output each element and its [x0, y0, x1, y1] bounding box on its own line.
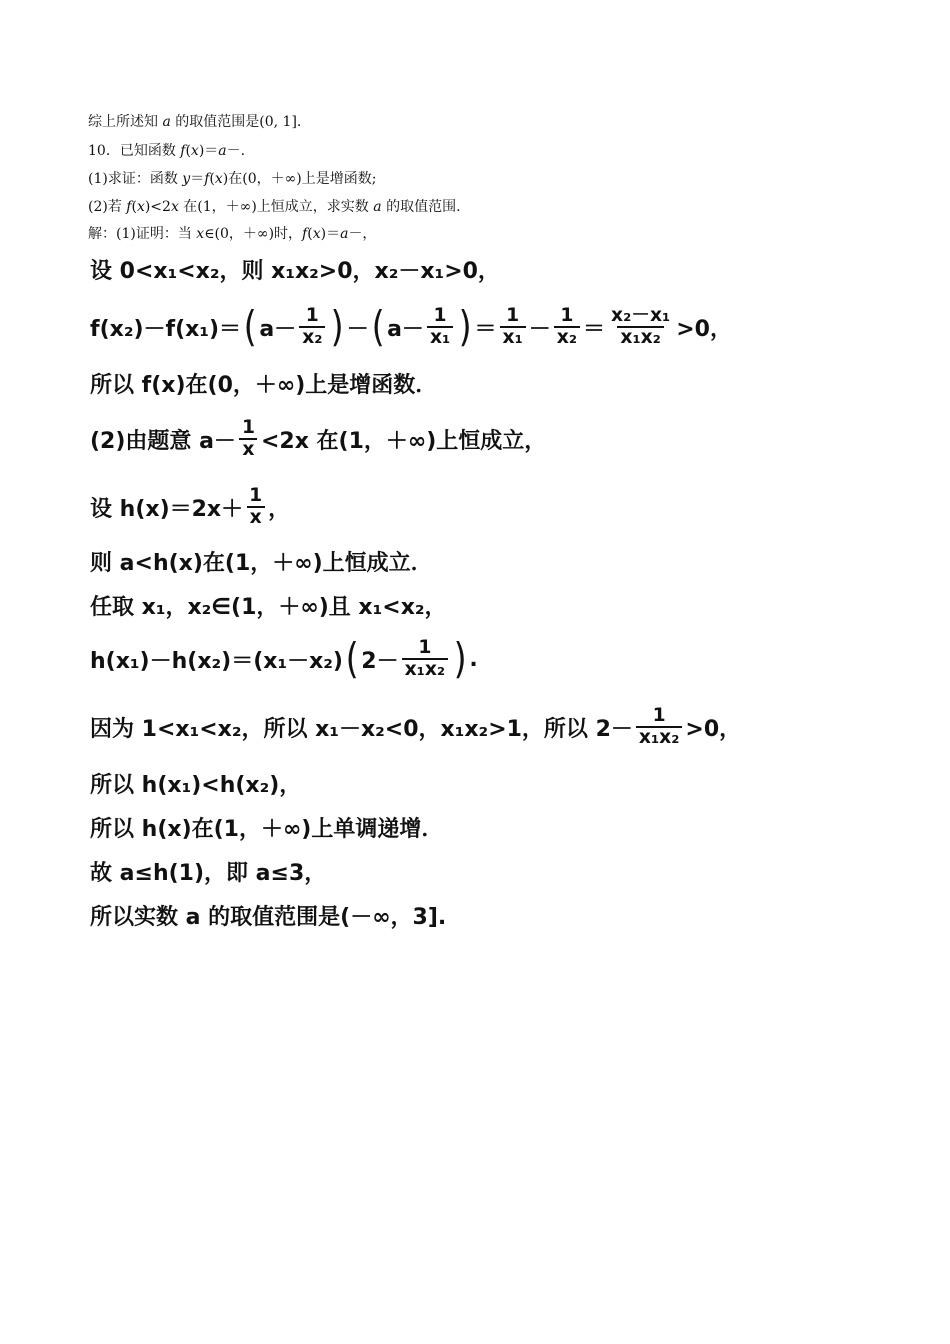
- fraction: [299, 306, 325, 347]
- numerator: 1: [433, 305, 447, 327]
- text-segment: )＝: [320, 226, 341, 242]
- math-text: －: [346, 316, 369, 342]
- math-text: 设 h(x)＝2x＋: [90, 496, 244, 522]
- math-line-8: [90, 630, 478, 688]
- text-segment: )<2: [144, 199, 171, 215]
- conclusion-line: [88, 112, 301, 132]
- text-segment: 综上所述知: [88, 114, 163, 130]
- variable: y: [182, 171, 191, 187]
- numerator: 1: [652, 705, 666, 727]
- math-text: >0，: [676, 316, 732, 342]
- denominator: x₁: [500, 326, 526, 348]
- math-text: －: [528, 316, 551, 342]
- numerator: x₂－x₁: [611, 305, 671, 327]
- text-segment: (: [209, 171, 215, 187]
- math-text: 2－: [361, 648, 399, 674]
- text-segment: 在(1，＋∞)上恒成立，求实数: [178, 199, 374, 215]
- math-text: a－: [387, 316, 424, 342]
- math-text: a－: [259, 316, 297, 342]
- fraction: [500, 306, 526, 347]
- left-paren: (: [371, 302, 385, 352]
- problem-10-part-2: [88, 197, 461, 217]
- denominator: x₁x₂: [402, 658, 448, 680]
- math-text: ＝: [474, 316, 497, 342]
- text-segment: 解：(1)证明：当: [88, 226, 197, 242]
- variable: a: [373, 199, 382, 215]
- denominator: x₁: [427, 326, 453, 348]
- text-segment: )＝: [198, 143, 219, 159]
- numerator: 1: [241, 417, 255, 439]
- text-segment: －.: [226, 143, 246, 159]
- fraction: [554, 306, 580, 347]
- numerator: 1: [305, 305, 319, 327]
- text-segment: ＝: [190, 171, 205, 187]
- text-segment: (2)若: [88, 199, 127, 215]
- fraction: [608, 306, 673, 347]
- fraction: [427, 306, 453, 347]
- math-text: 任取 x₁，x₂∈(1，＋∞)且 x₁<x₂，: [90, 594, 447, 620]
- variable: a: [218, 143, 227, 159]
- math-text: 则 a<h(x)在(1，＋∞)上恒成立．: [90, 550, 433, 576]
- right-paren: ): [453, 634, 467, 684]
- variable: x: [312, 226, 321, 242]
- text-segment: 10．已知函数: [88, 143, 181, 159]
- right-paren: ): [458, 302, 472, 352]
- text-segment: 的取值范围是(0, 1].: [170, 114, 302, 130]
- math-text: 所以实数 a 的取值范围是(－∞，3].: [90, 904, 447, 930]
- fraction: [402, 638, 448, 679]
- denominator: x: [239, 438, 257, 460]
- math-line-6: [90, 544, 433, 578]
- denominator: x₂: [554, 326, 580, 348]
- fraction: [246, 486, 265, 527]
- variable: x: [196, 226, 205, 242]
- text-segment: －，: [348, 226, 377, 242]
- math-text: >0，: [685, 716, 742, 742]
- text-segment: (: [307, 226, 313, 242]
- variable: x: [170, 199, 179, 215]
- variable: x: [190, 143, 199, 159]
- math-line-2: [90, 298, 732, 356]
- variable: f: [204, 171, 210, 187]
- math-text: 所以 h(x₁)<h(x₂)，: [90, 772, 302, 798]
- problem-10-statement: [88, 141, 245, 161]
- text-segment: (: [185, 143, 191, 159]
- numerator: 1: [560, 305, 574, 327]
- denominator: x₁x₂: [636, 726, 682, 748]
- solution-intro: [88, 224, 376, 244]
- math-line-12: [90, 854, 326, 888]
- variable: x: [214, 171, 223, 187]
- denominator: x₁x₂: [617, 326, 663, 348]
- text-segment: (1)求证：函数: [88, 171, 183, 187]
- math-line-1: [90, 252, 500, 286]
- text-segment: 的取值范围.: [381, 199, 461, 215]
- math-line-9: [90, 698, 741, 756]
- variable: a: [340, 226, 349, 242]
- math-text: 所以 f(x)在(0，＋∞)上是增函数．: [90, 372, 438, 398]
- variable: f: [126, 199, 132, 215]
- fraction: [239, 418, 258, 459]
- math-text: ＝: [583, 316, 606, 342]
- text-segment: ∈(0，＋∞)时，: [204, 226, 303, 242]
- variable: f: [180, 143, 186, 159]
- text-segment: (: [131, 199, 137, 215]
- math-line-5: [90, 478, 290, 536]
- variable: x: [136, 199, 145, 215]
- text-segment: )在(0，＋∞)上是增函数;: [222, 171, 377, 187]
- math-text: 设 0<x₁<x₂，则 x₁x₂>0，x₂－x₁>0，: [90, 258, 500, 284]
- math-text: 因为 1<x₁<x₂，所以 x₁－x₂<0，x₁x₂>1，所以 2－: [90, 716, 633, 742]
- math-text: (2)由题意 a－: [90, 428, 236, 454]
- variable: f: [302, 226, 308, 242]
- left-paren: (: [243, 302, 257, 352]
- denominator: x₂: [299, 326, 325, 348]
- math-text: <2x 在(1，＋∞)上恒成立，: [260, 428, 547, 454]
- denominator: x: [247, 506, 265, 528]
- numerator: 1: [418, 637, 432, 659]
- math-text: 所以 h(x)在(1，＋∞)上单调递增．: [90, 816, 444, 842]
- math-line-3: [90, 366, 437, 400]
- math-line-4: [90, 410, 546, 468]
- numerator: 1: [249, 485, 263, 507]
- variable: a: [162, 114, 171, 130]
- numerator: 1: [506, 305, 520, 327]
- math-line-10: [90, 766, 301, 800]
- math-text: .: [469, 646, 478, 672]
- math-line-13: [90, 898, 446, 932]
- math-line-7: [90, 588, 447, 622]
- math-text: ，: [268, 496, 291, 522]
- right-paren: ): [331, 302, 345, 352]
- math-text: 故 a≤h(1)，即 a≤3，: [90, 860, 327, 886]
- math-text: h(x₁)－h(x₂)＝(x₁－x₂): [90, 648, 343, 674]
- math-text: f(x₂)－f(x₁)＝: [90, 316, 242, 342]
- fraction: [636, 706, 682, 747]
- left-paren: (: [345, 634, 359, 684]
- problem-10-part-1: [88, 169, 376, 189]
- math-line-11: [90, 810, 443, 844]
